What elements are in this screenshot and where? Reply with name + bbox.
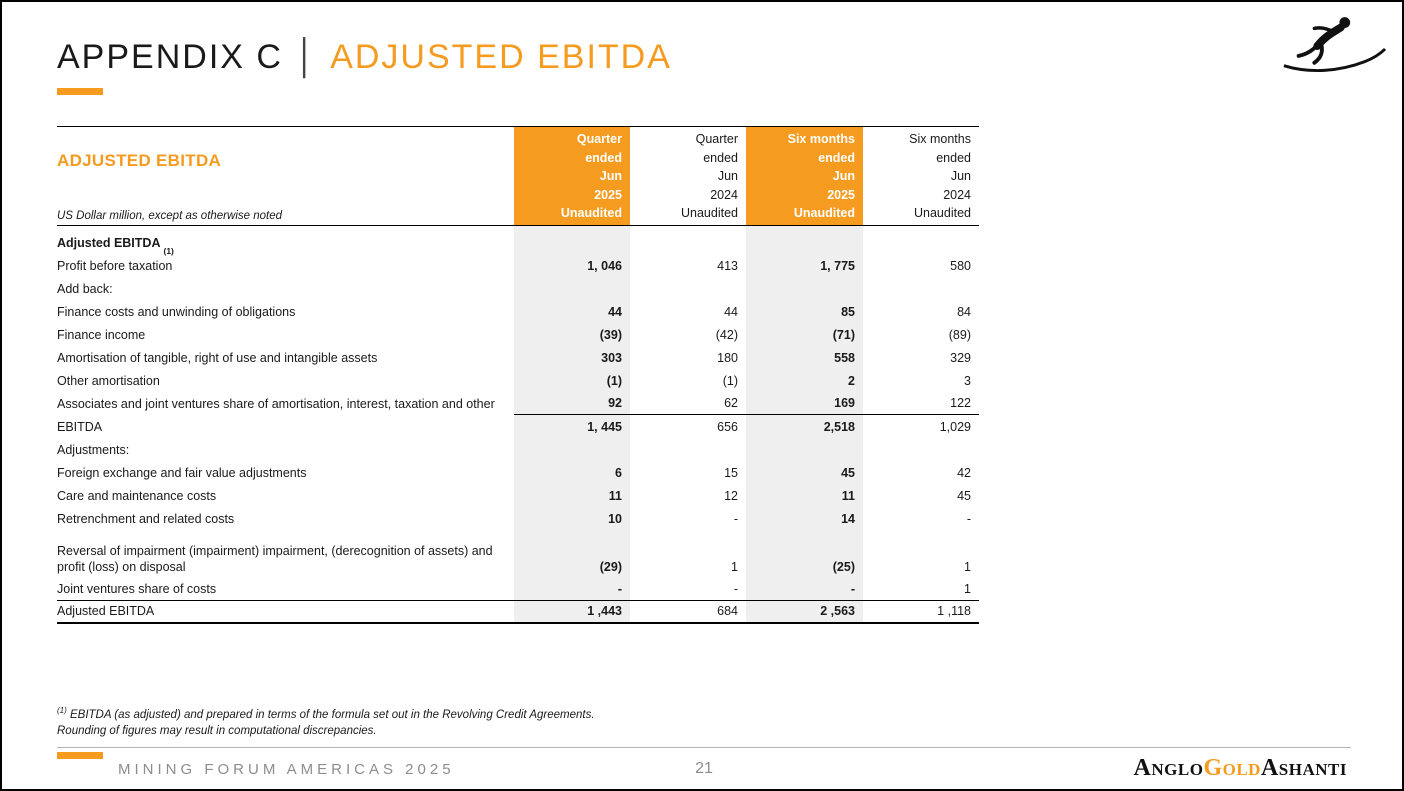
- value-cell: -: [514, 578, 630, 601]
- value-cell: 2: [746, 369, 863, 392]
- value-cell: [514, 226, 630, 254]
- column-header-line: Quarter: [695, 132, 738, 146]
- value-cell: (39): [514, 323, 630, 346]
- value-cell: 656: [717, 420, 738, 434]
- row-label: [57, 484, 514, 507]
- footer-event-name: MINING FORUM AMERICAS 2025: [118, 761, 455, 778]
- brand-wordmark: [1134, 755, 1347, 782]
- column-header-line: ended: [818, 150, 855, 165]
- value-cell: 1, 445: [514, 415, 630, 438]
- value-cell: 169: [746, 392, 863, 415]
- value-cell: 3: [964, 374, 971, 388]
- row-label: [57, 507, 514, 530]
- page-title-black: APPENDIX C: [57, 38, 283, 76]
- row-label-text: Finance costs and unwinding of obligations: [57, 305, 296, 319]
- footer-accent-bar: [57, 752, 103, 759]
- column-header-line: ended: [585, 150, 622, 165]
- value-cell: [863, 226, 979, 254]
- value-cell: 44: [514, 300, 630, 323]
- adjusted-ebitda-table: [57, 126, 979, 624]
- column-header-3: [863, 127, 979, 225]
- column-header-line: 2025: [594, 187, 622, 202]
- value-cell: [863, 438, 979, 461]
- footnote-1-text: EBITDA (as adjusted) and prepared in terms of the formula set out in the Revolving Credit Agreements.: [69, 709, 595, 721]
- row-label: Adjusted EBITDA (1): [57, 236, 174, 256]
- value-cell: 329: [950, 351, 971, 365]
- column-header-line: Six months: [787, 132, 855, 146]
- value-cell: 580: [950, 259, 971, 273]
- unit-note: US Dollar million, except as otherwise noted: [57, 210, 282, 222]
- table-row: [57, 461, 979, 484]
- value-cell: 45: [746, 461, 863, 484]
- column-header-1: [630, 127, 746, 225]
- row-label: [57, 254, 514, 277]
- value-cell: 85: [746, 300, 863, 323]
- table-row: [57, 323, 979, 346]
- value-cell: 62: [630, 392, 746, 415]
- table-row: [57, 254, 979, 277]
- value-cell: 1 ,118: [863, 601, 979, 624]
- value-cell: 1 ,443: [514, 601, 630, 624]
- table-row: [57, 369, 979, 392]
- value-cell: (89): [948, 328, 971, 342]
- column-header-line: 2025: [827, 187, 855, 202]
- footnotes: [57, 708, 595, 739]
- row-label: [57, 530, 514, 578]
- value-cell: 1, 775: [746, 254, 863, 277]
- value-cell: 1, 046: [514, 254, 630, 277]
- table-row: [57, 438, 979, 461]
- table-row: [57, 601, 979, 624]
- value-cell: [746, 438, 863, 461]
- table-header: [57, 126, 979, 226]
- value-cell: -: [746, 578, 863, 601]
- row-label-text: Adjustments:: [57, 443, 130, 457]
- row-label: [57, 438, 514, 461]
- table-row: [57, 346, 979, 369]
- value-cell: (25): [746, 530, 863, 578]
- row-label: [57, 369, 514, 392]
- value-cell: 45: [957, 489, 971, 503]
- value-cell: [514, 438, 630, 461]
- row-label-text: Retrenchment and related costs: [57, 512, 235, 526]
- row-label-text: Amortisation of tangible, right of use and intangible assets: [57, 351, 378, 365]
- value-cell: 84: [957, 305, 971, 319]
- table-section-title: ADJUSTED EBITDA: [57, 151, 222, 170]
- title-accent-bar: [57, 88, 103, 95]
- row-label-text: Care and maintenance costs: [57, 489, 217, 503]
- value-cell: 15: [724, 466, 738, 480]
- value-cell: 12: [724, 489, 738, 503]
- row-label-text: Adjusted EBITDA: [57, 236, 161, 250]
- row-label: [57, 578, 514, 601]
- table-row: [57, 578, 979, 601]
- page-title: [57, 38, 672, 77]
- value-cell: 684: [630, 601, 746, 624]
- value-cell: [630, 226, 746, 254]
- value-cell: -: [630, 578, 746, 601]
- column-header-line: ended: [936, 150, 971, 165]
- value-cell: [863, 277, 979, 300]
- table-body: [57, 226, 979, 624]
- footnote-marker: (1): [57, 706, 67, 716]
- column-header-line: 2024: [943, 187, 971, 202]
- column-header-line: Unaudited: [914, 206, 971, 221]
- row-label: [57, 323, 514, 346]
- table-row: [57, 300, 979, 323]
- value-cell: 2,518: [746, 415, 863, 438]
- row-label-text: Reversal of impairment (impairment) impairment, (derecognition of assets) and profit (loss) on disposal: [57, 544, 493, 574]
- value-cell: 303: [514, 346, 630, 369]
- table-header-label: [57, 127, 514, 225]
- value-cell: [514, 277, 630, 300]
- value-cell: 11: [746, 484, 863, 507]
- column-header-line: Unaudited: [793, 206, 855, 221]
- brand-gold: Gold: [1203, 755, 1261, 781]
- title-separator: │: [294, 38, 319, 76]
- column-header-line: Quarter: [576, 132, 622, 146]
- column-header-line: Unaudited: [560, 206, 622, 221]
- row-label: [57, 461, 514, 484]
- value-cell: 180: [717, 351, 738, 365]
- table-row: [57, 277, 979, 300]
- value-cell: 11: [514, 484, 630, 507]
- column-header-line: Jun: [950, 169, 971, 184]
- table-row: [57, 507, 979, 530]
- row-label-text: Foreign exchange and fair value adjustments: [57, 466, 307, 480]
- value-cell: 122: [863, 392, 979, 415]
- value-cell: 6: [514, 461, 630, 484]
- value-cell: [630, 277, 746, 300]
- column-header-line: ended: [703, 150, 738, 165]
- value-cell: -: [966, 512, 971, 526]
- column-header-2: [746, 127, 863, 225]
- value-cell: 558: [746, 346, 863, 369]
- value-cell: 92: [514, 392, 630, 415]
- value-cell: 413: [717, 259, 738, 273]
- page-number: 21: [695, 760, 713, 777]
- value-cell: [746, 226, 863, 254]
- value-cell: 42: [957, 466, 971, 480]
- column-header-line: Unaudited: [681, 206, 738, 221]
- value-cell: 1: [964, 560, 971, 574]
- table-row: [57, 484, 979, 507]
- column-header-line: Jun: [717, 169, 738, 184]
- brand-anglo: Anglo: [1133, 755, 1204, 781]
- value-cell: [630, 438, 746, 461]
- row-label-text: Profit before taxation: [57, 259, 173, 273]
- value-cell: -: [733, 512, 738, 526]
- value-cell: 2 ,563: [746, 601, 863, 624]
- column-header-line: 2024: [710, 187, 738, 202]
- column-header-line: Six months: [909, 132, 971, 146]
- table-row: [57, 392, 979, 415]
- value-cell: (42): [715, 328, 738, 342]
- value-cell: (1): [514, 369, 630, 392]
- row-label: [57, 300, 514, 323]
- value-cell: (1): [722, 374, 738, 388]
- table-row: [57, 226, 979, 254]
- row-label-text: Adjusted EBITDA: [57, 604, 155, 618]
- brand-ashanti: Ashanti: [1260, 755, 1347, 781]
- value-cell: (29): [514, 530, 630, 578]
- column-header-line: Jun: [832, 169, 855, 184]
- table-row: [57, 415, 979, 438]
- page-title-orange: ADJUSTED EBITDA: [330, 38, 672, 76]
- value-cell: 10: [514, 507, 630, 530]
- footnote-2: Rounding of figures may result in computational discrepancies.: [57, 724, 377, 737]
- column-header-line: Jun: [599, 169, 622, 184]
- footer-divider: [57, 747, 1351, 748]
- row-label: [57, 392, 514, 415]
- column-header-0: [514, 127, 630, 225]
- row-label-text: Joint ventures share of costs: [57, 582, 217, 596]
- row-label-text: Finance income: [57, 328, 146, 342]
- value-cell: [746, 277, 863, 300]
- value-cell: 14: [746, 507, 863, 530]
- row-label-text: Other amortisation: [57, 374, 160, 388]
- value-cell: 1: [731, 560, 738, 574]
- table-row: [57, 530, 979, 578]
- value-cell: 44: [724, 305, 738, 319]
- row-label: [57, 346, 514, 369]
- anglogold-emblem-icon: [1280, 8, 1388, 92]
- row-label-text: Add back:: [57, 282, 113, 296]
- row-label: [57, 415, 514, 438]
- footnote-1: [57, 708, 595, 724]
- value-cell: 1,029: [939, 420, 971, 434]
- value-cell: (71): [746, 323, 863, 346]
- row-label-text: EBITDA: [57, 420, 103, 434]
- value-cell: 1: [863, 578, 979, 601]
- row-label-text: Associates and joint ventures share of amortisation, interest, taxation and other: [57, 397, 495, 411]
- row-label: [57, 601, 514, 624]
- row-label: [57, 277, 514, 300]
